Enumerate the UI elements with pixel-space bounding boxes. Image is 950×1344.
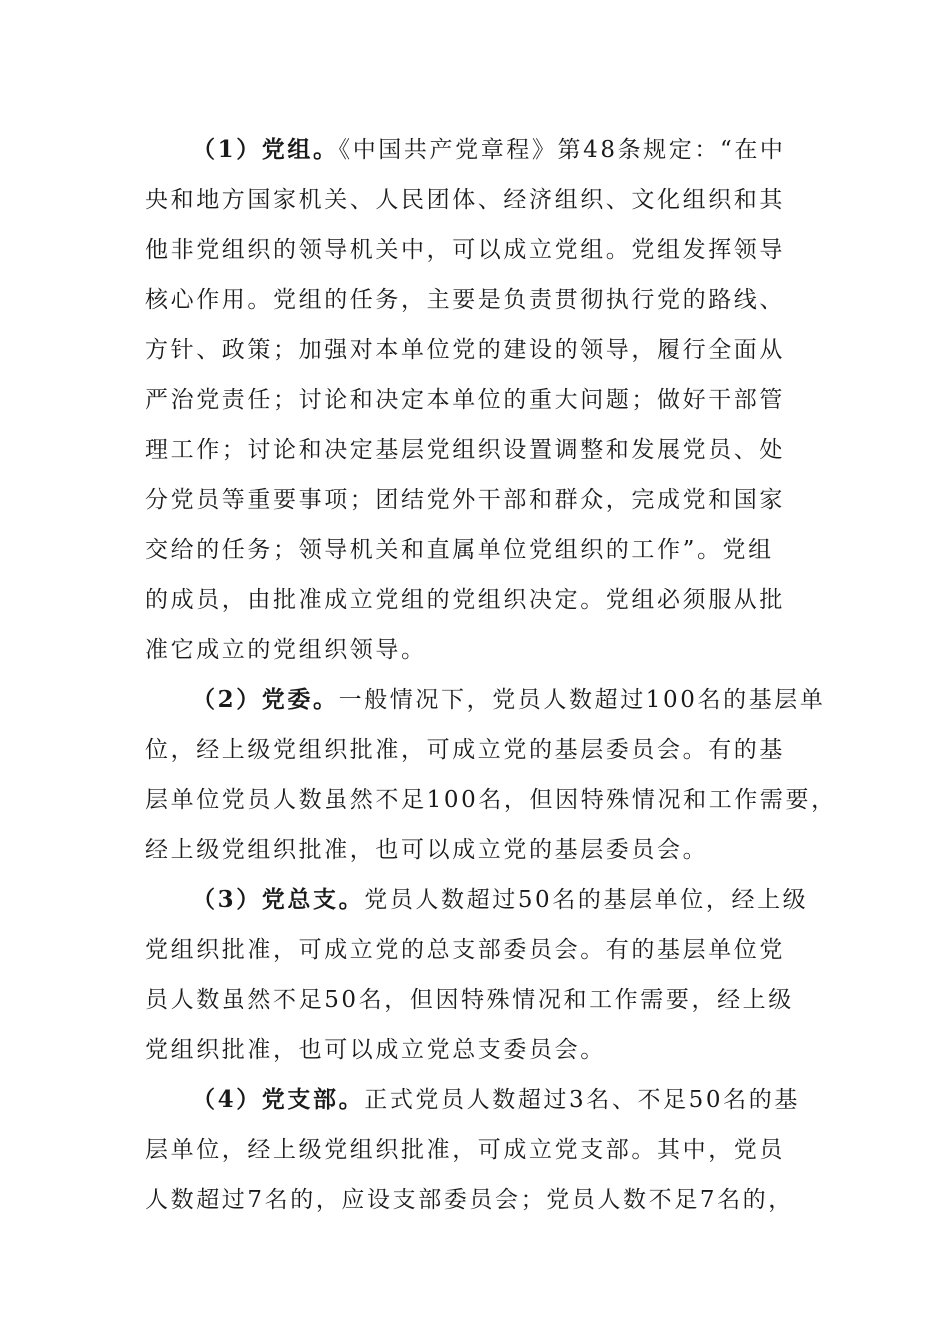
paragraph-2-line-4: 经上级党组织批准，也可以成立党的基层委员会。 <box>145 837 709 863</box>
paragraph-3-line-4: 党组织批准，也可以成立党总支委员会。 <box>145 1037 606 1063</box>
paragraph-3-heading: （3）党总支。 <box>192 886 365 913</box>
paragraph-3-line-3: 员人数虽然不足50名，但因特殊情况和工作需要，经上级 <box>145 987 794 1013</box>
paragraph-1-line-2: 央和地方国家机关、人民团体、经济组织、文化组织和其 <box>145 187 785 213</box>
paragraph-2-line-3: 层单位党员人数虽然不足100名，但因特殊情况和工作需要， <box>145 787 837 813</box>
paragraph-1-line-4: 核心作用。党组的任务，主要是负责贯彻执行党的路线、 <box>145 287 785 313</box>
paragraph-3-line-1: （3）党总支。党员人数超过50名的基层单位，经上级 <box>192 886 809 913</box>
paragraph-4-line-3: 人数超过7名的，应设支部委员会；党员人数不足7名的， <box>145 1187 794 1213</box>
paragraph-1-line-6: 严治党责任；讨论和决定本单位的重大问题；做好干部管 <box>145 387 785 413</box>
paragraph-4-line-2: 层单位，经上级党组织批准，可成立党支部。其中，党员 <box>145 1137 785 1163</box>
paragraph-2-line-2: 位，经上级党组织批准，可成立党的基层委员会。有的基 <box>145 737 785 763</box>
paragraph-1-line-3: 他非党组织的领导机关中，可以成立党组。党组发挥领导 <box>145 237 785 263</box>
paragraph-4-line-1: （4）党支部。正式党员人数超过3名、不足50名的基 <box>192 1086 800 1113</box>
paragraph-1-line-8: 分党员等重要事项；团结党外干部和群众，完成党和国家 <box>145 487 785 513</box>
paragraph-1-heading: （1）党组。 <box>192 136 339 163</box>
paragraph-4-heading: （4）党支部。 <box>192 1086 365 1113</box>
paragraph-1-line-9: 交给的任务；领导机关和直属单位党组织的工作”。党组 <box>145 537 774 563</box>
paragraph-1-line-10: 的成员，由批准成立党组的党组织决定。党组必须服从批 <box>145 587 785 613</box>
paragraph-1-line-7: 理工作；讨论和决定基层党组织设置调整和发展党员、处 <box>145 437 785 463</box>
paragraph-1-line-11: 准它成立的党组织领导。 <box>145 637 427 663</box>
paragraph-2-heading: （2）党委。 <box>192 686 339 713</box>
paragraph-3-line-2: 党组织批准，可成立党的总支部委员会。有的基层单位党 <box>145 937 785 963</box>
paragraph-1-line-5: 方针、政策；加强对本单位党的建设的领导，履行全面从 <box>145 337 785 363</box>
paragraph-2-line-1: （2）党委。一般情况下，党员人数超过100名的基层单 <box>192 686 826 713</box>
paragraph-1-line-1: （1）党组。《中国共产党章程》第48条规定：“在中 <box>192 136 786 163</box>
